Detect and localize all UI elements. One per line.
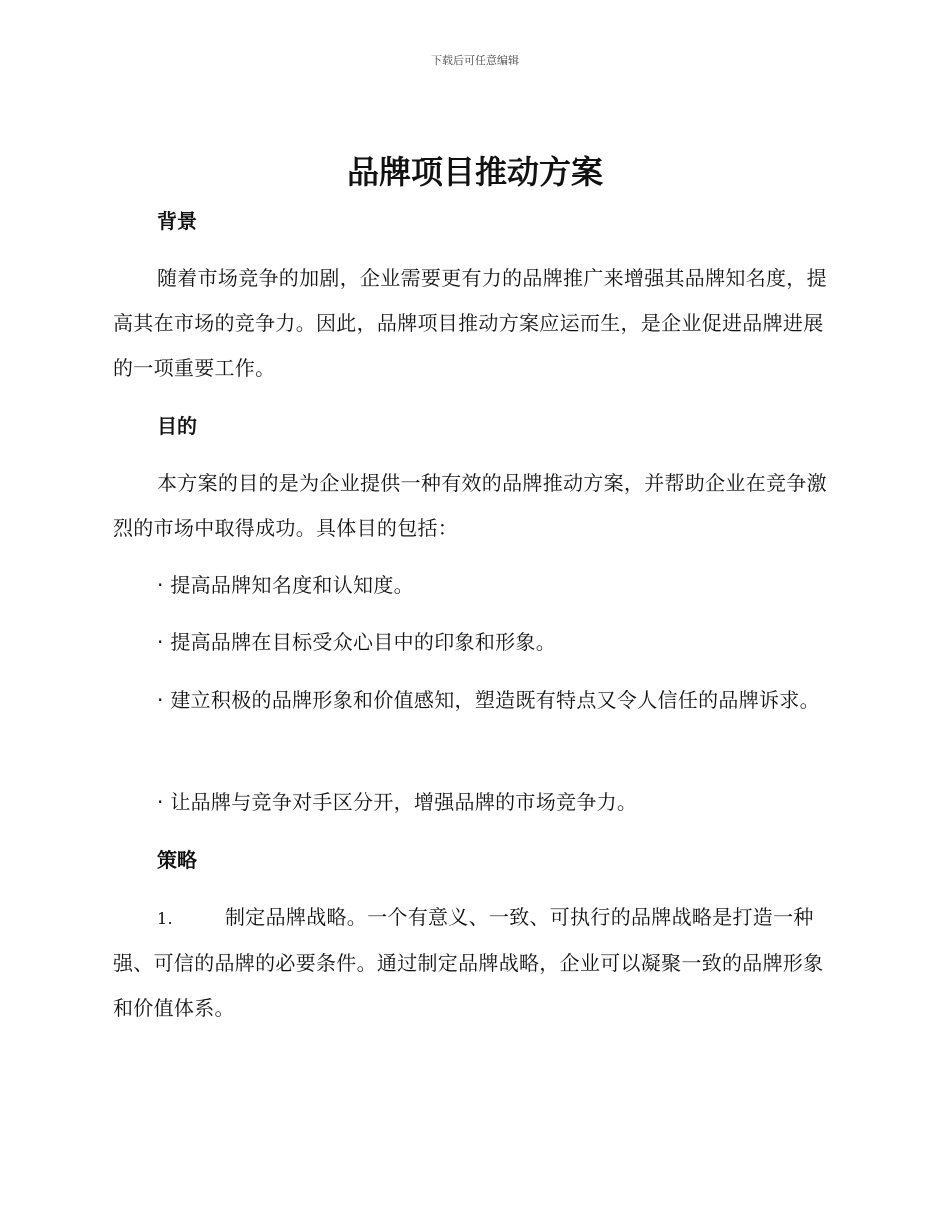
bullet-item: · 建立积极的品牌形象和价值感知，塑造既有特点又令人信任的品牌诉求。 (157, 688, 820, 712)
bullet-item: · 让品牌与竞争对手区分开，增强品牌的市场竞争力。 (157, 790, 638, 814)
numbered-item-number: 1. (157, 909, 173, 928)
section-heading-strategy: 策略 (157, 848, 197, 872)
paragraph-background: 随着市场竞争的加剧，企业需要更有力的品牌推广来增强其品牌知名度，提高其在市场的竞争力。因此，品牌项目推动方案应运而生，是企业促进品牌进展的一项重要工作。 (113, 266, 827, 380)
numbered-item (113, 895, 833, 1031)
section-heading-goal: 目的 (157, 414, 197, 438)
numbered-item-text: 制定品牌战略。一个有意义、一致、可执行的品牌战略是打造一种强、可信的品牌的必要条件。通过制定品牌战略，企业可以凝聚一致的品牌形象和价值体系。 (113, 905, 824, 1020)
header-note: 下载后可任意编辑 (431, 54, 519, 67)
paragraph-goal: 本方案的目的是为企业提供一种有效的品牌推动方案，并帮助企业在竞争激烈的市场中取得成功。具体目的包括： (113, 471, 827, 540)
section-heading-background: 背景 (157, 209, 197, 233)
bullet-item: · 提高品牌在目标受众心目中的印象和形象。 (157, 630, 557, 654)
bullet-item: · 提高品牌知名度和认知度。 (157, 573, 414, 597)
document-title: 品牌项目推动方案 (346, 153, 603, 191)
